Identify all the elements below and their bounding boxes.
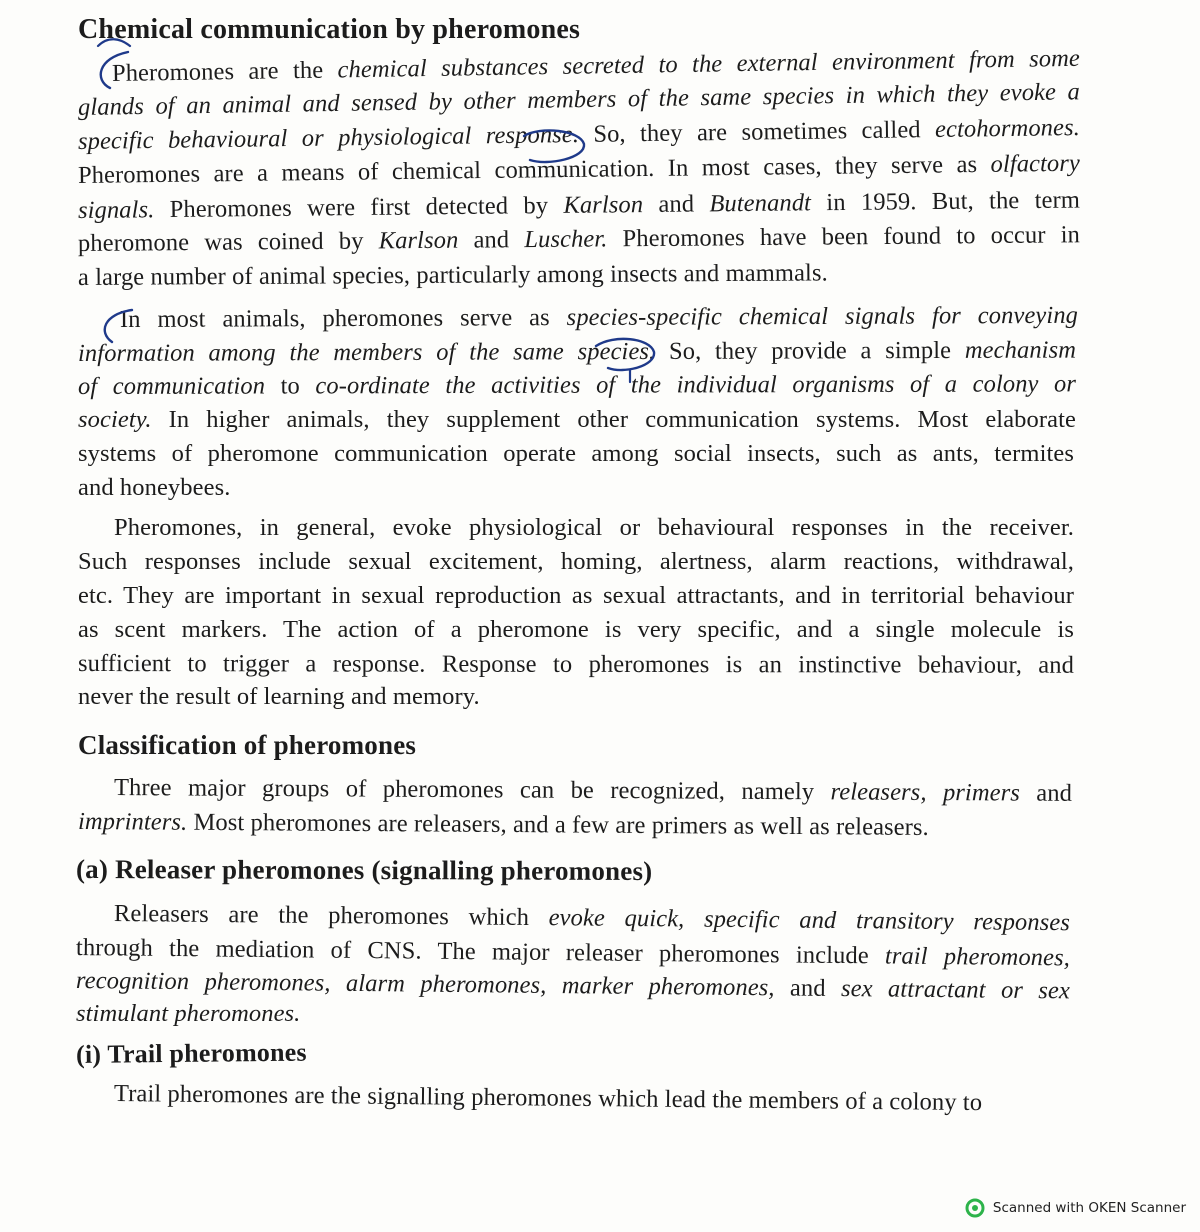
text-span: Three major groups of pheromones can be recognized, namely [113,774,831,806]
italic-span: Karlson [378,226,459,255]
text-line [114,774,1072,808]
italic-span: signals. [77,196,155,224]
text-span: So, they provide a simple [655,336,965,365]
text-span: Pheromones are a means of chemical communication. In most cases, they serve as [77,150,991,189]
text-line [114,900,1070,937]
text-line [78,474,230,502]
italic-span: information among the members of the same species. [77,337,656,367]
text-span: and [774,974,842,1003]
text-line [78,187,1080,225]
italic-span: co-ordinate the activities of the individual organisms of a colony or [315,370,1077,400]
heading-trail-pheromones: (i) Trail pheromones [75,1037,307,1069]
italic-span: sex attractant or sex [840,975,1071,1005]
italic-span: species-specific chemical signals for conveying [566,301,1079,332]
text-span: and [1019,779,1073,807]
italic-span: Karlson [563,191,644,219]
text-line [78,582,1074,610]
italic-span: Butenandt [709,189,812,218]
text-line [78,221,1080,258]
text-span: in 1959. But, the term [810,186,1081,217]
text-line [78,114,1080,156]
text-span: as scent markers. The action of a pheromone is very specific, and a single molecule is [78,616,1074,643]
text-line [78,808,929,842]
heading-chemical-communication: Chemical communication by pheromones [78,14,581,45]
text-span: Pheromones are the [111,56,338,87]
text-span: systems of pheromone communication operate among social insects, such as ants, termites [78,440,1074,467]
text-line [78,370,1076,401]
text-span: through the mediation of CNS. The major releaser pheromones include [75,934,886,970]
text-line [78,337,1076,368]
text-span: etc. They are important in sexual reproduction as sexual attractants, and in territorial behaviour [78,582,1074,609]
text-line [78,150,1080,190]
text-line [114,514,1074,542]
text-line [78,616,1074,644]
text-span: Pheromones, in general, evoke physiological or behavioural responses in the receiver. [114,514,1074,541]
italic-span: stimulant pheromones. [76,1000,301,1027]
text-line [78,406,1076,434]
text-span: a large number of animal species, particularly among insects and mammals. [77,259,828,291]
italic-span: society. [78,406,152,433]
text-line [78,548,1074,576]
text-span: In higher animals, they supplement other communication systems. Most elaborate [151,406,1076,433]
text-span: sufficient to trigger a response. Response to pheromones is an instinctive behaviour, and [77,650,1075,679]
italic-span: releasers, primers [830,778,1021,807]
italic-span: ectohormones. [934,114,1081,144]
text-span: and [642,190,710,219]
text-span: Trail pheromones are the signalling pheromones which lead the members of a colony to [113,1080,983,1117]
italic-span: olfactory [990,149,1081,178]
text-span: and [458,226,525,254]
italic-span: specific behavioural or physiological response. [77,121,580,155]
text-span: Releasers are the pheromones which [113,900,549,932]
text-line [78,683,480,711]
text-line [76,934,1070,972]
italic-span: Luscher. [524,225,608,254]
italic-span: trail pheromones, [884,942,1071,972]
heading-classification: Classification of pheromones [78,730,417,760]
text-span: Pheromones were first detected by [154,191,564,224]
text-span: Pheromones have been found to occur in [607,221,1081,253]
scanner-watermark-text: Scanned with OKEN Scanner [992,1200,1186,1216]
italic-span: mechanism [964,336,1077,364]
italic-span: evoke quick, specific and transitory responses [548,904,1071,937]
text-line [78,650,1074,680]
text-span: Such responses include sexual excitement, homing, alertness, alarm reactions, withdrawal, [78,548,1074,575]
text-span: In most animals, pheromones serve as [119,304,567,333]
text-span: to [265,372,316,400]
italic-span: glands of an animal and sensed by other members of the same species in which they evoke a [77,78,1081,121]
text-span: Most pheromones are releasers, and a few are primers as well as releasers. [187,808,929,841]
text-span: So, they are sometimes called [578,116,936,149]
italic-span: chemical substances secreted to the external environment from some [337,44,1081,84]
italic-span: imprinters. [77,808,188,836]
italic-span: of communication [77,372,266,400]
oken-logo-icon [965,1198,985,1218]
text-span: never the result of learning and memory. [78,683,480,710]
text-span: and honeybees. [78,474,231,501]
text-line [114,1080,982,1117]
scanner-watermark [965,1198,1186,1218]
text-line [78,440,1074,468]
heading-releaser-pheromones: (a) Releaser pheromones (signalling pheromones) [75,854,653,887]
text-line [120,302,1078,334]
italic-span: recognition pheromones, alarm pheromones, marker pheromones, [75,967,775,1002]
text-line [76,1000,300,1028]
text-line [78,259,828,292]
text-span: pheromone was coined by [77,227,379,257]
